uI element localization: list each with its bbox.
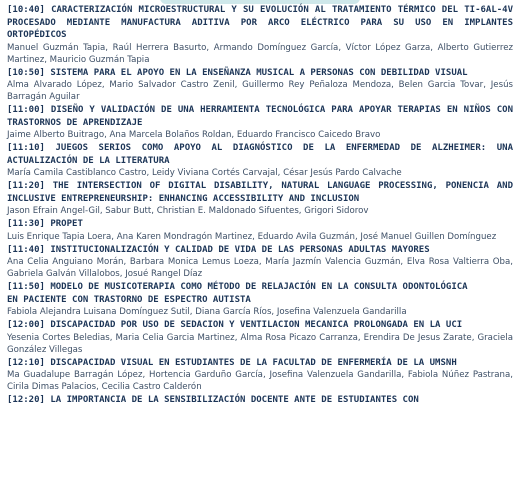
session-item bbox=[7, 67, 513, 104]
session-item bbox=[7, 244, 513, 281]
session-item bbox=[7, 180, 513, 217]
session-item bbox=[7, 4, 513, 66]
program-list bbox=[7, 4, 513, 407]
session-authors: Fabiola Alejandra Luisana Domínguez Sutil, Diana García Ríos, Josefina Valenzuela Gandarilla bbox=[7, 307, 407, 317]
session-title: [12:20] LA IMPORTANCIA DE LA SENSIBILIZACIÓN DOCENTE ANTE DE ESTUDIANTES CON bbox=[7, 395, 419, 405]
session-title: [11:10] JUEGOS SERIOS COMO APOYO AL DIAGNÓSTICO DE LA ENFERMEDAD DE ALZHEIMER: UNA ACTUALIZACIÓN DE LA LITERATURA bbox=[7, 143, 513, 166]
session-authors: Ana Celia Anguiano Morán, Barbara Monica Lemus Loeza, María Jazmín Valencia Guzmán, Elva Rosa Valtierra Oba, Gabriela Galván Villalobos, Josué Rangel Díaz bbox=[7, 257, 513, 279]
session-title: [10:40] CARACTERIZACIÓN MICROESTRUCTURAL Y SU EVOLUCIÓN AL TRATAMIENTO TÉRMICO DEL TI-6AL-4V PROCESADO MEDIANTE MANUFACTURA ADITIVA POR ARCO ELÉCTRICO PARA SU USO EN IMPLANTES ORTOPÉDICOS bbox=[7, 5, 513, 40]
session-title: [12:10] DISCAPACIDAD VISUAL EN ESTUDIANTES DE LA FACULTAD DE ENFERMERÍA DE LA UMSNH bbox=[7, 357, 457, 368]
session-item bbox=[7, 357, 513, 394]
session-title: [11:30] PROPET bbox=[7, 219, 83, 229]
session-authors: Jason Efrain Angel-Gil, Sabur Butt, Christian E. Maldonado Sifuentes, Grigori Sidorov bbox=[7, 206, 369, 216]
session-title: [11:20] THE INTERSECTION OF DIGITAL DISABILITY, NATURAL LANGUAGE PROCESSING, PONENCIA AND INCLUSIVE ENTREPRENEURSHIP: ENHANCING ACCESSIBILITY AND INCLUSION bbox=[7, 181, 513, 204]
session-item bbox=[7, 142, 513, 179]
session-authors: Yesenia Cortes Beledias, Maria Celia Garcia Martinez, Alma Rosa Picazo Carranza, Erendira De Jesus Zarate, Graciela González Villegas bbox=[7, 332, 513, 355]
session-item bbox=[7, 319, 513, 356]
session-title: [11:50] MODELO DE MUSICOTERAPIA COMO MÉTODO DE RELAJACIÓN EN LA CONSULTA ODONTOLÓGICA EN PACIENTE CON TRASTORNO DE ESPECTRO AUTISTA bbox=[7, 282, 468, 305]
session-title: [12:00] DISCAPACIDAD POR USO DE SEDACION Y VENTILACION MECANICA PROLONGADA EN LA UCI bbox=[7, 320, 463, 330]
session-authors: María Camila Castiblanco Castro, Leidy Viviana Cortés Carvajal, César Jesús Pardo Calvache bbox=[7, 168, 402, 178]
session-title: [11:00] DISEÑO Y VALIDACIÓN DE UNA HERRAMIENTA TECNOLÓGICA PARA APOYAR TERAPIAS EN NIÑOS CON TRASTORNOS DE APRENDIZAJE bbox=[7, 105, 513, 128]
session-title: [11:40] INSTITUCIONALIZACIÓN Y CALIDAD DE VIDA DE LAS PERSONAS ADULTAS MAYORES bbox=[7, 244, 430, 255]
session-item bbox=[7, 394, 513, 407]
session-item bbox=[7, 281, 513, 318]
session-authors: Jaime Alberto Buitrago, Ana Marcela Bolaños Roldan, Eduardo Francisco Caicedo Bravo bbox=[7, 130, 381, 140]
session-title: [10:50] SISTEMA PARA EL APOYO EN LA ENSEÑANZA MUSICAL A PERSONAS CON DEBILIDAD VISUAL bbox=[7, 67, 468, 78]
session-authors: Alma Alvarado López, Mario Salvador Castro Zenil, Guillermo Rey Peñaloza Mendoza, Belen Garcia Tovar, Jesús Barragán Aguilar bbox=[7, 80, 513, 102]
session-authors: Manuel Guzmán Tapia, Raúl Herrera Basurto, Armando Domínguez García, Víctor López Garza, Alberto Gutierrez Martinez, Mauricio Guzmán Tapia bbox=[7, 42, 513, 65]
session-authors: Ma Guadalupe Barragán López, Hortencia Garduño García, Josefina Valenzuela Gandarilla, Fabiola Núñez Pastrana, Cirila Dimas Palacios, Cecilia Castro Calderón bbox=[7, 370, 513, 392]
session-item bbox=[7, 104, 513, 141]
session-authors: Luis Enrique Tapia Loera, Ana Karen Mondragón Martinez, Eduardo Avila Guzmán, José Manuel Guillen Domínguez bbox=[7, 231, 497, 242]
session-item bbox=[7, 218, 513, 243]
